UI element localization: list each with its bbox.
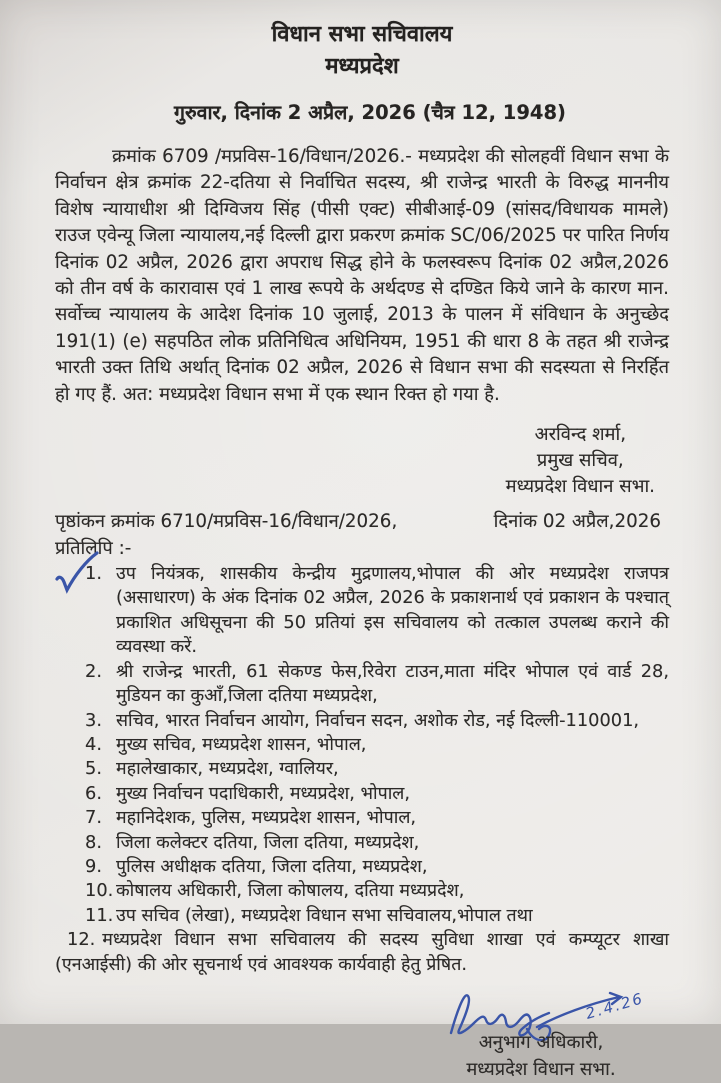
list-item — [85, 562, 669, 660]
list-item-text: कोषालय अधिकारी, जिला कोषालय, दतिया मध्यप्रदेश, — [116, 880, 465, 902]
list-item-number: 9. — [85, 855, 102, 877]
list-item-text: सचिव, भारत निर्वाचन आयोग, निर्वाचन सदन, अशोक रोड, नई दिल्ली-110001, — [116, 709, 640, 731]
list-item — [85, 904, 669, 928]
list-item — [85, 709, 669, 733]
signatory-block — [441, 977, 647, 1083]
issuer-organization: मध्यप्रदेश विधान सभा. — [505, 476, 655, 498]
list-item-number: 2. — [85, 660, 102, 682]
list-item — [85, 855, 669, 879]
endorsement-date: दिनांक 02 अप्रैल,2026 — [493, 511, 661, 533]
copy-distribution-list — [85, 562, 669, 928]
list-item-text: उप सचिव (लेखा), मध्यप्रदेश विधान सभा सचिवालय,भोपाल तथा — [116, 904, 533, 926]
notification-paragraph: क्रमांक 6709 /मप्रविस-16/विधान/2026.- मध्यप्रदेश की सोलहवीं विधान सभा के निर्वाचन क्षेत्र क्रमांक 22-दतिया से निर्वाचित सदस्य, श्री राजेन्द्र भारती के विरुद्ध माननीय विशेष न्यायाधीश श्री दिग्विजय सिंह (पीसी एक्ट) सीबीआई-09 (सांसद/विधायक मामले) राउज एवेन्यू जिला न्यायालय,नई दिल्ली द्वारा प्रकरण क्रमांक SC/06/2025 पर पारित निर्णय दिनांक 02 अप्रैल, 2026 द्वारा अपराध सिद्ध होने के फलस्वरूप दिनांक 02 अप्रैल,2026 को तीन वर्ष के कारावास एवं 1 लाख रूपये के अर्थदण्ड से दण्डित किये जाने के कारण मान. सर्वोच्च न्यायालय के आदेश दिनांक 10 जुलाई, 2013 के पालन में संविधान के अनुच्छेद 191(1) (e) सहपठित लोक प्रतिनिधित्व अधिनियम, 1951 की धारा 8 के तहत श्री राजेन्द्र भारती उक्त तिथि अर्थात् दिनांक 02 अप्रैल, 2026 से विधान सभा की सदस्यता से निरर्हित हो गए हैं. अत: मध्यप्रदेश विधान सभा में एक स्थान रिक्त हो गया है. — [55, 146, 669, 405]
list-item — [85, 660, 669, 709]
closing-item-text: मध्यप्रदेश विधान सभा सचिवालय की सदस्य सुविधा शाखा एवं कम्प्यूटर शाखा (एनआईसी) की ओर सूचनार्थ एवं आवश्यक कार्यवाही हेतु प्रेषित. — [55, 929, 669, 975]
list-item — [85, 782, 669, 806]
list-item-number: 3. — [85, 709, 102, 731]
page-title: विधान सभा सचिवालय — [271, 22, 453, 47]
list-item — [85, 831, 669, 855]
list-item-text: पुलिस अधीक्षक दतिया, जिला दतिया, मध्यप्रदेश, — [116, 855, 428, 877]
list-item-text: उप नियंत्रक, शासकीय केन्द्रीय मुद्रणालय,भोपाल की ओर मध्यप्रदेश राजपत्र (असाधारण) के अंक दिनांक 02 अप्रैल, 2026 के प्रकाशनार्थ एवं प्रकाशन के पश्चात् प्रकाशित अधिसूचना की 50 प्रतियां इस सचिवालय को तत्काल उपलब्ध कराने की व्यवस्था करें. — [116, 563, 669, 658]
list-item-number: 11. — [85, 904, 114, 926]
issuer-signature-block — [506, 422, 655, 500]
list-item-text: महानिदेशक, पुलिस, मध्यप्रदेश शासन, भोपाल, — [116, 807, 417, 829]
copy-to-label: प्रतिलिपि :- — [55, 538, 132, 560]
issuer-designation: प्रमुख सचिव, — [536, 450, 624, 472]
signatory-organization: मध्यप्रदेश विधान सभा. — [466, 1058, 616, 1080]
list-item-number: 8. — [85, 831, 102, 853]
list-item-text: जिला कलेक्टर दतिया, जिला दतिया, मध्यप्रदेश, — [116, 831, 420, 853]
issuer-name: अरविन्द शर्मा, — [534, 424, 627, 446]
list-item — [85, 757, 669, 781]
list-item-text: श्री राजेन्द्र भारती, 61 सेकण्ड फेस,रिवेरा टाउन,माता मंदिर भोपाल एवं वार्ड 28, मुडियन का कुऑं,जिला दतिया मध्यप्रदेश, — [116, 660, 669, 707]
endorsement-row — [55, 509, 669, 534]
list-item-number: 6. — [85, 782, 102, 804]
list-item-text: मुख्य निर्वाचन पदाधिकारी, मध्यप्रदेश, भोपाल, — [116, 782, 411, 804]
list-item-number: 4. — [85, 733, 102, 755]
list-item-number: 1. — [85, 563, 102, 585]
issue-date-line: गुरुवार, दिनांक 2 अप्रैल, 2026 (चैत्र 12, 1948) — [174, 101, 566, 124]
pen-checkmark-icon — [51, 549, 103, 601]
list-item-number: 5. — [85, 758, 102, 780]
list-item-number: 7. — [85, 807, 102, 829]
signatory-designation: अनुभाग अधिकारी, — [478, 1031, 604, 1053]
list-item-text: मुख्य सचिव, मध्यप्रदेश शासन, भोपाल, — [116, 733, 367, 755]
list-item-text: महालेखाकार, मध्यप्रदेश, ग्वालियर, — [116, 758, 339, 780]
closing-item-number: 12. — [67, 929, 96, 951]
list-item-number: 10. — [85, 880, 114, 902]
list-item — [85, 806, 669, 830]
closing-item — [55, 928, 669, 977]
handwritten-date: 2.4.26 — [583, 989, 647, 1023]
list-item — [85, 879, 669, 903]
page-subtitle: मध्यप्रदेश — [325, 54, 399, 79]
endorsement-reference: पृष्ठांकन क्रमांक 6710/मप्रविस-16/विधान/2026, — [55, 511, 398, 533]
list-item — [85, 733, 669, 757]
